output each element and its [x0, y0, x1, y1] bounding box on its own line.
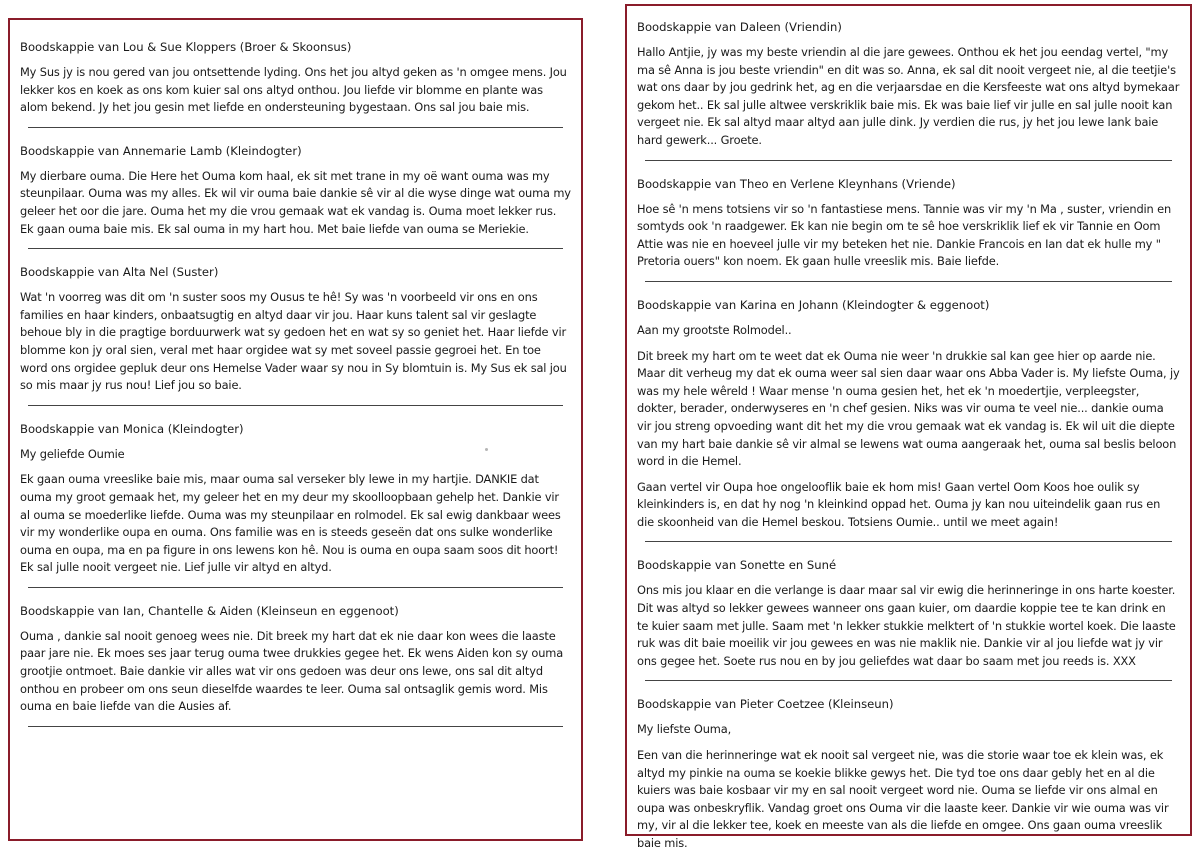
separator-line [645, 160, 1172, 161]
message-text: My dierbare ouma. Die Here het Ouma kom haal, ek sit met trane in my oë want ouma was my steunpilaar. Ouma was my alles. Ek wil vir ouma baie dankie sê vir al die wyse dinge wat ouma my geleer het oor die jare. Ouma het my die vrou gemaak wat ek vandag is. Ouma moet lekker rus. Ek gaan ouma baie mis. Ek sal ouma in my hart hou. Met baie liefde van ouma se Meriekie. [20, 168, 571, 236]
left-page [8, 18, 583, 841]
message-greeting: My liefste Ouma, [637, 722, 732, 737]
message-alta [20, 263, 571, 395]
message-title: Boodskappie van Annemarie Lamb (Kleindogter) [20, 143, 302, 158]
message-text: Gaan vertel vir Oupa hoe ongelooflik baie ek hom mis! Gaan vertel Oom Koos hoe oulik sy kleinkinders is, en dat hy nog 'n kleinkind oppad het. Ouma jy kan nou uiteindelik gaan rus en die skoonheid van die Hemel beskou. Totsiens Oumie.. until we meet again! [637, 479, 1161, 529]
message-title: Boodskappie van Ian, Chantelle & Aiden (Kleinseun en eggenoot) [20, 603, 399, 618]
message-text: Wat 'n voorreg was dit om 'n suster soos my Ousus te hê! Sy was 'n voorbeeld vir ons en ons families en haar kinders, onbaatsugtig en altyd daar vir jou. Haar kuns talent sal vir geslagte behoue bly in die pragtige borduurwerk wat sy gedoen het en wat sy so geniet het. Haar liefde vir blomme kon jy oral sien, veral met haar orgidee wat sy met soveel passie gegroei het. En toe word ons orgidee gepluk deur ons Hemelse Vader waar sy nou in Sy blomtuin is. My Sus ek sal jou so mis maar jy rus nou! Lief jou so baie. [20, 290, 567, 393]
message-daleen [637, 18, 1180, 150]
message-text: Ouma , dankie sal nooit genoeg wees nie. Dit breek my hart dat ek nie daar kon wees die laaste paar jare nie. Ek moes ses jaar terug ouma twee drukkies gegee het. Ek wens Aiden kon sy ouma grootjie ontmoet. Baie dankie vir alles wat vir ons gedoen was deur ons lewe, ons sal dit altyd onthou en probeer om ons seun dieselfde waardes te leer. Ouma sal ontsaglik gemis word. Mis ouma en baie liefde van die Ausies af. [20, 628, 564, 714]
message-title: Boodskappie van Pieter Coetzee (Kleinseun) [637, 697, 894, 712]
message-title: Boodskappie van Daleen (Vriendin) [637, 20, 842, 34]
message-text: Een van die herinneringe wat ek nooit sal vergeet nie, was die storie waar toe ek klein was, ek altyd my pinkie na ouma se koekie blikke gewys het. Die tyd toe ons daar gebly het en al die kuiers was baie kosbaar vir my en sal nooit vergeet word nie. Ouma se liefde vir ons almal en oupa was onbeskryflik. Vandag groet ons Ouma vir die laaste keer. Dankie vir wie ouma was vir my, vir al die lekker tee, koek en meeste van als die liefde en omgee. Ons gaan ouma vreeslik baie mis. [637, 748, 1169, 850]
separator-line [28, 127, 563, 128]
message-text: Dit breek my hart om te weet dat ek Ouma nie weer 'n drukkie sal kan gee hier op aarde nie. Maar dit verheug my dat ek ouma weer sal sien daar waar ons Abba Vader is. My liefste Ouma, jy was my hele wêreld ! Waar mense 'n ouma gesien het, het ek 'n moedertjie, verpleegster, dokter, berader, onderwyseres en 'n chef gesien. Niks was vir ouma te veel nie... dankie ouma vir jou streng opvoeding want dit het my die vrou gemaak wat ek vandag is. Ek wil uit die diepte van my hart baie dankie sê vir almal se lewens wat ouma aangeraak het, ouma sal beslis beloon word in die Hemel. [637, 348, 1180, 469]
message-lou-sue [20, 38, 571, 117]
message-title: Boodskappie van Sonette en Suné [637, 558, 837, 573]
right-page [625, 4, 1192, 850]
message-text: My Sus jy is nou gered van jou ontsettende lyding. Ons het jou altyd geken as 'n omgee mens. Jou lekker kos en koek as ons kom kuier sal ons altyd onthou. Jou liefde vir blomme en plante was alom bekend. Jy het jou gesin met liefde en ondersteuning bygestaan. Ons sal jou baie mis. [20, 65, 567, 115]
message-ian-chantelle-aiden [20, 602, 571, 716]
separator-line [28, 726, 563, 727]
separator-line [28, 587, 563, 588]
separator-line [28, 248, 563, 249]
separator-line [28, 405, 563, 406]
message-text: Ons mis jou klaar en die verlange is daar maar sal vir ewig die herinneringe in ons harte koester. Dit was altyd so lekker gewees wanneer ons gaan kuier, om daardie koppie tee te kan drink en te kuier saam met julle. Saam met 'n lekker stukkie melktert of 'n stukkie wortel koek. Die laaste ruk was dit baie moeilik vir jou gewees en was nie maklik nie. Dankie vir al jou liefde wat jy vir ons gegee het. Soete rus nou en by jou geliefdes wat daar bo saam met jou reeds is. XXX [637, 583, 1176, 668]
message-pieter [637, 695, 1180, 852]
message-annemarie [20, 142, 571, 238]
message-title: Boodskappie van Karina en Johann (Kleindogter & eggenoot) [637, 297, 990, 312]
message-theo-verlene [637, 175, 1180, 271]
message-title: Boodskappie van Alta Nel (Suster) [20, 265, 219, 280]
message-text: Hallo Antjie, jy was my beste vriendin al die jare gewees. Onthou ek het jou eendag vertel, "my ma sê Anna is jou beste vriendin" en dit was so. Anna, ek sal dit nooit vergeet nie, al die teetjie's wat ons daar by jou gedrink het, ag en die verjaarsdae en die Kersfeeste wat ons altyd bymekaar gekom het.. Ek sal julle altwee verskriklik baie mis. Ek was baie lief vir julle en sal julle nooit kan vergeet nie. Ek sal altyd maar altyd aan julle dink. Jy verdien die rus, jy het jou lewe lank baie hard gewerk... Groete. [637, 45, 1180, 147]
message-title: Boodskappie van Theo en Verlene Kleynhans (Vriende) [637, 176, 956, 191]
separator-line [645, 680, 1172, 681]
message-text: Hoe sê 'n mens totsiens vir so 'n fantastiese mens. Tannie was vir my 'n Ma , suster, vriendin en somtyds ook 'n raadgewer. Ek kan nie begin om te sê hoe verskriklik lief ek vir Tannie en Oom Attie was nie en hoeveel julle vir my beteken het nie. Dankie Francois en Ian dat ek hulle my " Pretoria ouers" kon noem. Ek gaan hulle vreeslik mis. Baie liefde. [637, 201, 1172, 269]
message-title: Boodskappie van Lou & Sue Kloppers (Broer & Skoonsus) [20, 40, 352, 54]
message-text: Ek gaan ouma vreeslike baie mis, maar ouma sal verseker bly lewe in my hartjie. DANKIE dat ouma my groot gemaak het, my geleer het en my deur my skoolloopbaan gehelp het. Dankie vir al ouma se moederlike liefde. Ouma was my steunpilaar en rolmodel. Ek sal ewig dankbaar wees vir my wonderlike oupa en ouma. Ons familie was en is steeds geseën dat ons sulke wonderlike ouma en oupa, ma en pa figure in ons lewens kon hê. Nou is ouma en oupa saam soos dit hoort! Ek sal julle nooit vergeet nie. Lief julle vir altyd en altyd. [20, 472, 561, 575]
message-sonette-sune [637, 556, 1180, 670]
message-greeting: My geliefde Oumie [20, 446, 125, 461]
separator-line [645, 541, 1172, 542]
message-karina-johann [637, 296, 1180, 532]
separator-line [645, 281, 1172, 282]
scan-speck [485, 448, 488, 451]
message-greeting: Aan my grootste Rolmodel.. [637, 322, 792, 337]
message-monica [20, 420, 571, 577]
message-title: Boodskappie van Monica (Kleindogter) [20, 421, 244, 436]
